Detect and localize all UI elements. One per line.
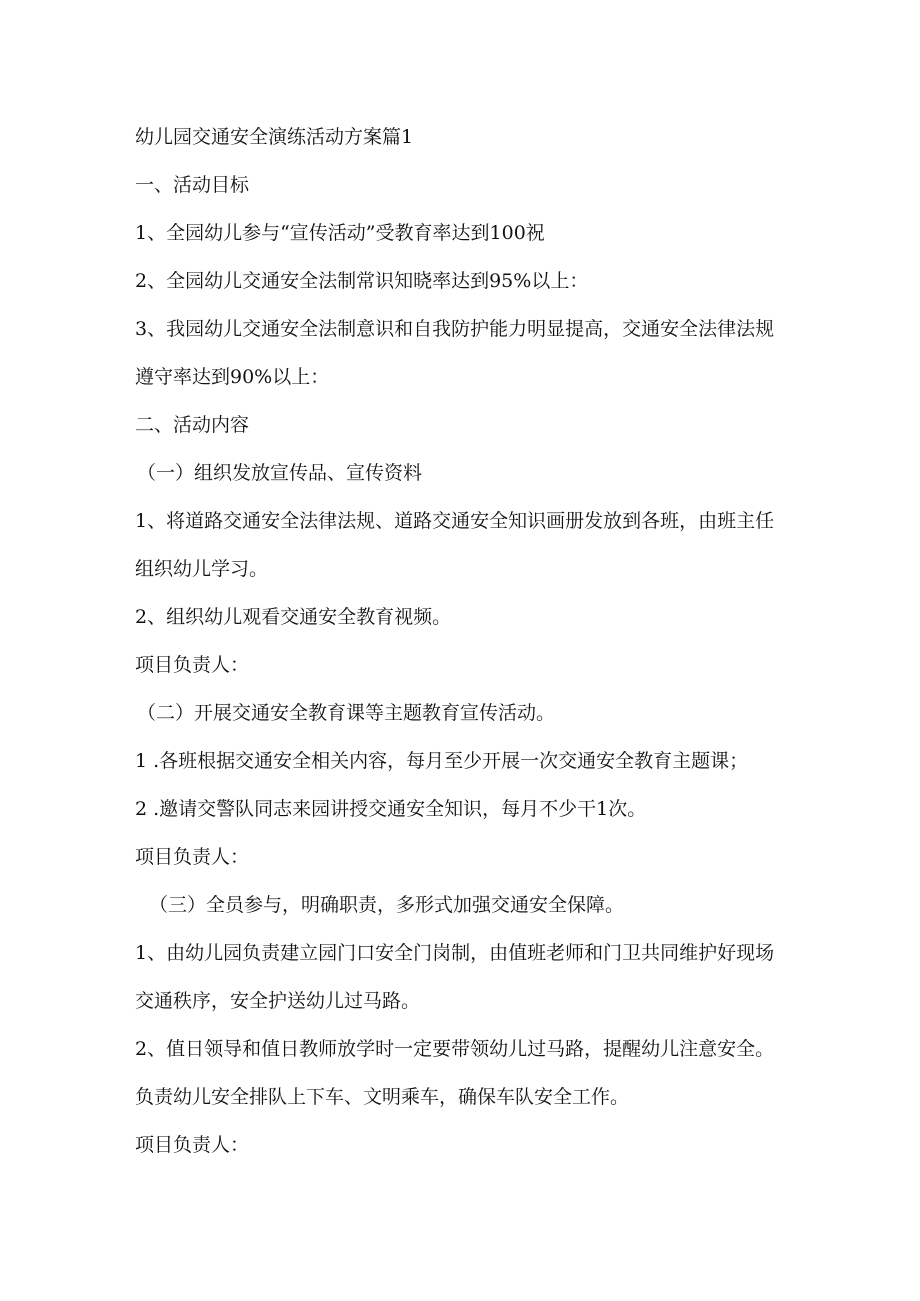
paragraph: 1、由幼儿园负责建立园门口安全门岗制，由值班老师和门卫共同维护好现场交通秩序，安全护送幼儿过马路。 bbox=[135, 942, 775, 1012]
document-body bbox=[135, 113, 775, 1169]
paragraph: 2、组织幼儿观看交通安全教育视频。 bbox=[135, 606, 452, 628]
section-heading: 二、活动内容 bbox=[135, 414, 250, 436]
paragraph: 1、全园幼儿参与“宣传活动”受教育率达到100祝 bbox=[135, 222, 545, 244]
paragraph: 2、全园幼儿交通安全法制常识知晓率达到95%以上： bbox=[135, 270, 589, 292]
paragraph: 1、将道路交通安全法律法规、道路交通安全知识画册发放到各班，由班主任组织幼儿学习。 bbox=[135, 510, 775, 580]
section-heading: 一、活动目标 bbox=[135, 174, 250, 196]
responsible-person-label: 项目负责人： bbox=[135, 846, 250, 868]
responsible-person-label: 项目负责人： bbox=[135, 654, 250, 676]
responsible-person-label: 项目负责人： bbox=[135, 1134, 250, 1156]
paragraph: 1 .各班根据交通安全相关内容，每月至少开展一次交通安全教育主题课； bbox=[135, 750, 749, 772]
subsection-heading: （一）组织发放宣传品、宣传资料 bbox=[137, 462, 423, 484]
paragraph: 3、我园幼儿交通安全法制意识和自我防护能力明显提高，交通安全法律法规遵守率达到90%以上： bbox=[135, 318, 775, 388]
paragraph: 2、值日领导和值日教师放学时一定要带领幼儿过马路，提醒幼儿注意安全。负责幼儿安全排队上下车、文明乘车，确保车队安全工作。 bbox=[135, 1038, 775, 1108]
subsection-heading: （三）全员参与，明确职责，多形式加强交通安全保障。 bbox=[149, 894, 625, 916]
paragraph: 2 .邀请交警队同志来园讲授交通安全知识，每月不少干1次。 bbox=[135, 798, 647, 820]
subsection-heading: （二）开展交通安全教育课等主题教育宣传活动。 bbox=[137, 702, 556, 724]
document-title: 幼儿园交通安全演练活动方案篇1 bbox=[135, 126, 414, 148]
